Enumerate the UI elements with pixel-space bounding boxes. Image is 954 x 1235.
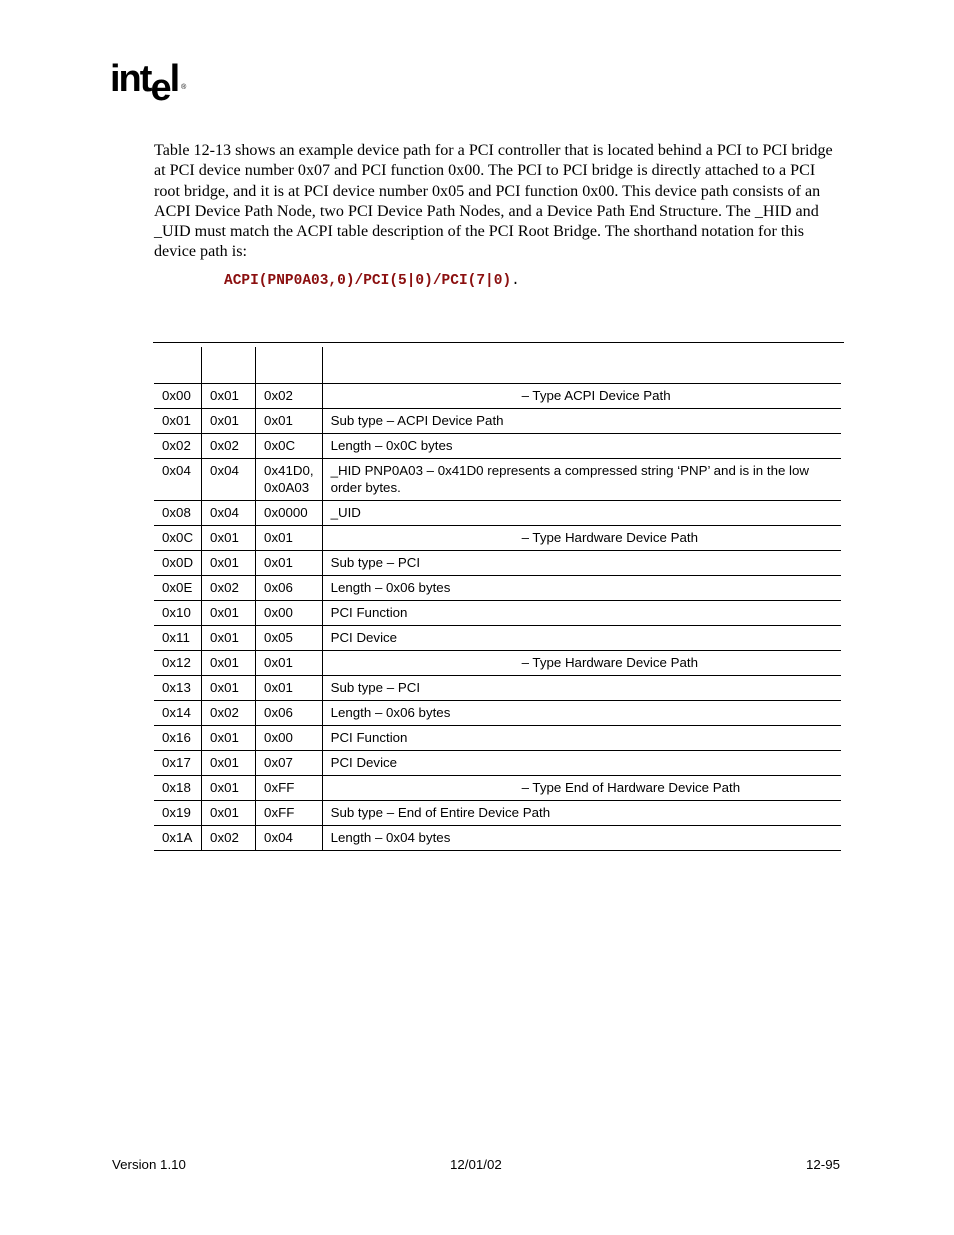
intro-paragraph: Table 12-13 shows an example device path for a PCI controller that is located behind a PCI to PCI bridge at PCI device number 0x07 and PCI function 0x00. The PCI to PCI bridge is directly attached to a PCI root bridge, and it is at PCI device number 0x05 and PCI function 0x00. This device path consists of an ACPI Device Path Node, two PCI Device Path Nodes, and a Device Path End Structure. The _HID and _UID must match the ACPI table description of the PCI Root Bridge. The shorthand notation for this device path is:	[154, 142, 833, 261]
cell-description: Length – 0x04 bytes	[322, 826, 841, 851]
table-row	[154, 651, 841, 676]
table-row	[154, 826, 841, 851]
cell-offset: 0x04	[154, 459, 202, 501]
cell-length: 0x02	[202, 826, 256, 851]
cell-description: – Type End of Hardware Device Path	[322, 776, 841, 801]
cell-offset: 0x1A	[154, 826, 202, 851]
table-row	[154, 501, 841, 526]
cell-offset: 0x18	[154, 776, 202, 801]
cell-length: 0x01	[202, 801, 256, 826]
table-row	[154, 601, 841, 626]
cell-length: 0x02	[202, 701, 256, 726]
cell-description: Sub type – ACPI Device Path	[322, 409, 841, 434]
cell-offset: 0x01	[154, 409, 202, 434]
cell-description: Length – 0x06 bytes	[322, 701, 841, 726]
cell-description: _UID	[322, 501, 841, 526]
cell-data: 0xFF	[256, 776, 323, 801]
cell-data: 0x06	[256, 701, 323, 726]
cell-length: 0x01	[202, 726, 256, 751]
shorthand-code: ACPI(PNP0A03,0)/PCI(5|0)/PCI(7|0)	[224, 273, 512, 289]
cell-length: 0x01	[202, 751, 256, 776]
table-row	[154, 551, 841, 576]
cell-length: 0x02	[202, 434, 256, 459]
cell-data: 0x01	[256, 676, 323, 701]
table-header-row	[154, 347, 841, 384]
intel-logo: intel ®	[110, 58, 187, 109]
shorthand-notation: ACPI(PNP0A03,0)/PCI(5|0)/PCI(7|0).	[224, 273, 520, 289]
cell-offset: 0x0C	[154, 526, 202, 551]
cell-description: _HID PNP0A03 – 0x41D0 represents a compressed string ‘PNP’ and is in the low order bytes.	[322, 459, 841, 501]
cell-description: Length – 0x06 bytes	[322, 576, 841, 601]
cell-offset: 0x13	[154, 676, 202, 701]
cell-offset: 0x02	[154, 434, 202, 459]
cell-data: 0x00	[256, 726, 323, 751]
cell-data: 0x01	[256, 526, 323, 551]
cell-description: – Type Hardware Device Path	[322, 651, 841, 676]
cell-offset: 0x17	[154, 751, 202, 776]
cell-description: PCI Device	[322, 751, 841, 776]
table-top-rule	[153, 342, 844, 343]
cell-data: 0x02	[256, 384, 323, 409]
header-cell	[322, 347, 841, 384]
header-cell	[154, 347, 202, 384]
cell-offset: 0x0D	[154, 551, 202, 576]
cell-description: PCI Function	[322, 601, 841, 626]
table-row	[154, 676, 841, 701]
cell-data: 0x05	[256, 626, 323, 651]
cell-length: 0x04	[202, 459, 256, 501]
cell-offset: 0x16	[154, 726, 202, 751]
cell-data: 0x07	[256, 751, 323, 776]
cell-description: Sub type – PCI	[322, 676, 841, 701]
table-row	[154, 409, 841, 434]
footer-page-number: 12-95	[806, 1157, 841, 1172]
cell-data: 0x01	[256, 409, 323, 434]
footer-date: 12/01/02	[450, 1157, 502, 1172]
cell-offset: 0x14	[154, 701, 202, 726]
cell-offset: 0x11	[154, 626, 202, 651]
cell-offset: 0x19	[154, 801, 202, 826]
cell-data: 0x41D0, 0x0A03	[256, 459, 323, 501]
cell-offset: 0x0E	[154, 576, 202, 601]
cell-data: 0x04	[256, 826, 323, 851]
cell-description: PCI Function	[322, 726, 841, 751]
cell-offset: 0x10	[154, 601, 202, 626]
table-row	[154, 434, 841, 459]
cell-description: – Type ACPI Device Path	[322, 384, 841, 409]
cell-data: 0x0000	[256, 501, 323, 526]
cell-offset: 0x08	[154, 501, 202, 526]
table-row	[154, 701, 841, 726]
cell-length: 0x01	[202, 601, 256, 626]
table-row	[154, 576, 841, 601]
cell-data: 0x0C	[256, 434, 323, 459]
cell-description: – Type Hardware Device Path	[322, 526, 841, 551]
cell-description: Sub type – End of Entire Device Path	[322, 801, 841, 826]
cell-data: 0x01	[256, 651, 323, 676]
cell-offset: 0x00	[154, 384, 202, 409]
cell-length: 0x01	[202, 551, 256, 576]
cell-description: Sub type – PCI	[322, 551, 841, 576]
footer-version: Version 1.10	[112, 1157, 186, 1172]
cell-length: 0x01	[202, 651, 256, 676]
device-path-table	[154, 347, 841, 851]
cell-length: 0x01	[202, 626, 256, 651]
table-row	[154, 384, 841, 409]
cell-description: PCI Device	[322, 626, 841, 651]
cell-length: 0x02	[202, 576, 256, 601]
table-row	[154, 801, 841, 826]
cell-length: 0x01	[202, 676, 256, 701]
cell-data: 0x01	[256, 551, 323, 576]
table-row	[154, 726, 841, 751]
cell-length: 0x01	[202, 384, 256, 409]
cell-description: Length – 0x0C bytes	[322, 434, 841, 459]
table-row	[154, 626, 841, 651]
cell-data: 0x06	[256, 576, 323, 601]
cell-length: 0x01	[202, 526, 256, 551]
table-row	[154, 526, 841, 551]
cell-offset: 0x12	[154, 651, 202, 676]
cell-length: 0x01	[202, 409, 256, 434]
table-row	[154, 751, 841, 776]
header-cell	[202, 347, 256, 384]
header-cell	[256, 347, 323, 384]
table-row	[154, 459, 841, 501]
table-row	[154, 776, 841, 801]
cell-data: 0xFF	[256, 801, 323, 826]
cell-length: 0x01	[202, 776, 256, 801]
cell-length: 0x04	[202, 501, 256, 526]
cell-data: 0x00	[256, 601, 323, 626]
